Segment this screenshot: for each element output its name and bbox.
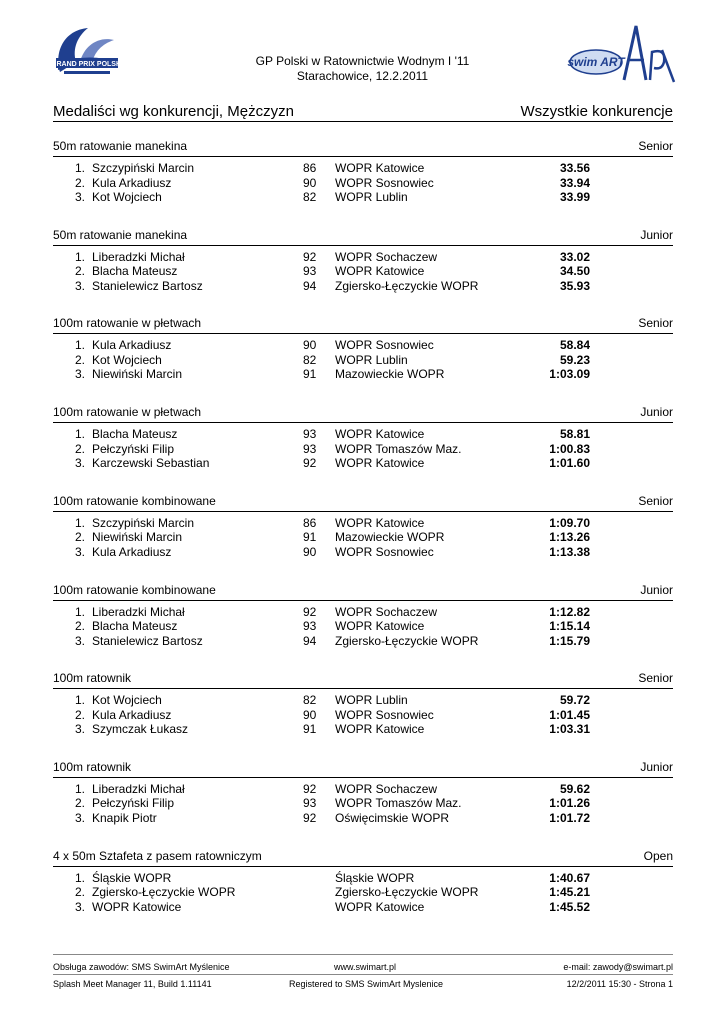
result-year: 94 xyxy=(303,278,317,293)
result-year: 90 xyxy=(303,175,317,190)
page-heading: Medaliści wg konkurencji, Mężczyzn xyxy=(53,103,294,120)
result-club: WOPR Katowice xyxy=(335,161,425,175)
result-club: WOPR Katowice xyxy=(335,722,425,737)
result-rank: 2. xyxy=(74,264,85,279)
result-year: 93 xyxy=(303,619,317,633)
result-time: 1:45.21 xyxy=(549,885,590,900)
result-name: Szczypiński Marcin xyxy=(92,515,195,530)
footer-website: www.swimart.pl xyxy=(334,962,397,972)
result-time: 1:09.70 xyxy=(549,515,590,530)
result-year: 91 xyxy=(303,367,317,382)
result-time: 1:01.26 xyxy=(549,796,590,811)
result-rank: 3. xyxy=(74,899,85,914)
result-time: 1:15.14 xyxy=(549,619,590,633)
result-name: Kula Arkadiusz xyxy=(92,175,172,190)
result-year: 92 xyxy=(303,456,317,471)
result-rank: 1. xyxy=(74,161,85,175)
result-name: Niewiński Marcin xyxy=(92,530,183,545)
event-rule xyxy=(53,866,673,867)
event-name: 100m ratowanie kombinowane xyxy=(53,582,216,597)
result-rank: 3. xyxy=(74,544,85,559)
result-club: WOPR Katowice xyxy=(335,264,425,279)
result-name: Liberadzki Michał xyxy=(92,781,185,796)
result-time: 59.72 xyxy=(559,693,590,708)
result-name: Knapik Piotr xyxy=(92,810,157,825)
result-rank: 3. xyxy=(74,456,85,471)
event-rule xyxy=(53,156,673,157)
result-rank: 2. xyxy=(74,441,85,456)
event-name: 4 x 50m Sztafeta z pasem ratowniczym xyxy=(53,848,262,863)
result-year: 91 xyxy=(303,722,317,737)
result-rank: 3. xyxy=(74,633,85,648)
result-time: 1:15.79 xyxy=(549,633,590,648)
result-year: 91 xyxy=(303,530,317,545)
result-rank: 2. xyxy=(74,619,85,633)
result-club: WOPR Tomaszów Maz. xyxy=(335,441,462,456)
result-club: WOPR Sosnowiec xyxy=(335,175,434,190)
result-time: 1:01.60 xyxy=(549,456,590,471)
swimart-logo xyxy=(566,22,676,88)
result-rank: 3. xyxy=(74,810,85,825)
result-name: Stanielewicz Bartosz xyxy=(92,278,203,293)
event-name: 50m ratowanie manekina xyxy=(53,139,188,153)
result-club: Zgiersko-Łęczyckie WOPR xyxy=(335,885,479,900)
result-name: Liberadzki Michał xyxy=(92,604,185,619)
logo-left-text: GRAND PRIX POLSKI xyxy=(51,61,122,68)
result-name: Kula Arkadiusz xyxy=(92,544,172,559)
result-time: 1:40.67 xyxy=(549,870,590,885)
result-rank: 1. xyxy=(74,693,85,708)
result-year: 93 xyxy=(303,796,317,811)
result-name: Pełczyński Filip xyxy=(92,796,175,811)
result-club: WOPR Katowice xyxy=(335,456,425,471)
result-rank: 2. xyxy=(74,707,85,722)
event-rule xyxy=(53,333,673,334)
result-year: 86 xyxy=(303,515,317,530)
result-club: WOPR Lublin xyxy=(335,352,408,367)
page-right-heading: Wszystkie konkurencje xyxy=(520,103,673,120)
event-category: Junior xyxy=(640,405,673,420)
result-year: 94 xyxy=(303,633,317,648)
event-category: Junior xyxy=(640,227,673,242)
result-name: Blacha Mateusz xyxy=(92,264,178,279)
result-time: 33.99 xyxy=(559,190,590,204)
result-club: WOPR Sochaczew xyxy=(335,781,438,796)
result-name: Karczewski Sebastian xyxy=(92,456,210,471)
footer-software: Splash Meet Manager 11, Build 1.11141 xyxy=(53,979,212,989)
result-time: 59.62 xyxy=(559,781,590,796)
footer-email: e-mail: zawody@swimart.pl xyxy=(563,962,673,972)
event-rule xyxy=(53,511,673,512)
result-time: 33.94 xyxy=(559,175,590,190)
footer-rule-top xyxy=(53,954,673,955)
result-club: WOPR Sochaczew xyxy=(335,604,438,619)
meet-subtitle: Starachowice, 12.2.2011 xyxy=(296,69,429,83)
event-name: 100m ratowanie w płetwach xyxy=(53,405,202,420)
result-club: WOPR Katowice xyxy=(335,515,425,530)
result-name: WOPR Katowice xyxy=(92,899,182,914)
result-time: 33.02 xyxy=(559,249,590,264)
result-time: 1:01.45 xyxy=(549,707,590,722)
result-name: Szczypiński Marcin xyxy=(92,161,195,175)
result-name: Kot Wojciech xyxy=(92,693,162,708)
result-club: WOPR Lublin xyxy=(335,190,408,204)
footer-organizer: Obsługa zawodów: SMS SwimArt Myślenice xyxy=(53,962,230,972)
result-time: 1:12.82 xyxy=(549,604,590,619)
result-name: Liberadzki Michał xyxy=(92,249,185,264)
result-club: WOPR Lublin xyxy=(335,693,408,708)
result-name: Kot Wojciech xyxy=(92,352,162,367)
event-category: Junior xyxy=(640,582,673,597)
result-rank: 3. xyxy=(74,367,85,382)
result-club: Mazowieckie WOPR xyxy=(335,530,445,545)
result-rank: 2. xyxy=(74,175,85,190)
result-year: 90 xyxy=(303,544,317,559)
event-name: 100m ratowanie kombinowane xyxy=(53,493,216,508)
result-rank: 1. xyxy=(74,781,85,796)
event-rule xyxy=(53,688,673,689)
result-club: WOPR Katowice xyxy=(335,427,425,442)
result-year: 82 xyxy=(303,352,317,367)
event-name: 100m ratowanie w płetwach xyxy=(53,316,202,331)
result-club: Mazowieckie WOPR xyxy=(335,367,445,382)
footer-rule-bottom xyxy=(53,974,673,975)
result-name: Pełczyński Filip xyxy=(92,441,175,456)
result-year: 93 xyxy=(303,441,317,456)
result-time: 1:45.52 xyxy=(549,899,590,914)
result-name: Blacha Mateusz xyxy=(92,619,178,633)
footer-registration: Registered to SMS SwimArt Myslenice xyxy=(289,979,444,989)
result-year: 92 xyxy=(303,249,317,264)
result-year: 93 xyxy=(303,427,317,442)
result-name: Niewiński Marcin xyxy=(92,367,183,382)
result-rank: 1. xyxy=(74,515,85,530)
logo-right-text: swim ART xyxy=(567,55,625,69)
footer-timestamp: 12/2/2011 15:30 - Strona 1 xyxy=(566,979,673,989)
result-rank: 2. xyxy=(74,885,85,900)
result-rank: 3. xyxy=(74,722,85,737)
result-club: WOPR Sosnowiec xyxy=(335,544,434,559)
event-category: Senior xyxy=(638,316,673,331)
result-time: 1:03.31 xyxy=(549,722,590,737)
event-rule xyxy=(53,245,673,246)
result-name: Zgiersko-Łęczyckie WOPR xyxy=(92,885,236,900)
result-year: 90 xyxy=(303,707,317,722)
result-time: 1:00.83 xyxy=(549,441,590,456)
result-time: 34.50 xyxy=(559,264,590,279)
event-category: Open xyxy=(643,848,673,863)
event-name: 100m ratownik xyxy=(53,671,132,686)
result-year: 90 xyxy=(303,338,317,353)
event-rule xyxy=(53,422,673,423)
result-year: 86 xyxy=(303,161,317,175)
result-rank: 2. xyxy=(74,352,85,367)
result-time: 58.81 xyxy=(559,427,590,442)
result-club: WOPR Katowice xyxy=(335,899,425,914)
event-category: Senior xyxy=(638,671,673,686)
event-name: 100m ratownik xyxy=(53,759,132,774)
result-time: 58.84 xyxy=(559,338,590,353)
result-rank: 1. xyxy=(74,604,85,619)
result-club: Oświęcimskie WOPR xyxy=(335,810,450,825)
result-year: 92 xyxy=(303,810,317,825)
event-name: 50m ratowanie manekina xyxy=(53,227,188,242)
result-year: 82 xyxy=(303,693,317,708)
result-name: Blacha Mateusz xyxy=(92,427,178,442)
result-name: Kula Arkadiusz xyxy=(92,338,172,353)
result-year: 92 xyxy=(303,781,317,796)
event-rule xyxy=(53,777,673,778)
meet-title: GP Polski w Ratownictwie Wodnym I '11 xyxy=(255,54,470,68)
event-category: Junior xyxy=(640,759,673,774)
result-time: 1:03.09 xyxy=(549,367,590,382)
result-time: 1:13.26 xyxy=(549,530,590,545)
result-rank: 1. xyxy=(74,338,85,353)
result-club: Zgiersko-Łęczyckie WOPR xyxy=(335,633,479,648)
result-rank: 1. xyxy=(74,427,85,442)
event-rule xyxy=(53,600,673,601)
result-year: 93 xyxy=(303,264,317,279)
result-time: 1:13.38 xyxy=(549,544,590,559)
result-year: 82 xyxy=(303,190,317,204)
result-name: Kot Wojciech xyxy=(92,190,162,204)
result-club: WOPR Sosnowiec xyxy=(335,707,434,722)
result-name: Śląskie WOPR xyxy=(92,870,172,885)
result-club: Śląskie WOPR xyxy=(335,870,415,885)
result-club: Zgiersko-Łęczyckie WOPR xyxy=(335,278,479,293)
result-club: WOPR Sochaczew xyxy=(335,249,438,264)
result-rank: 2. xyxy=(74,530,85,545)
event-category: Senior xyxy=(638,493,673,508)
result-name: Stanielewicz Bartosz xyxy=(92,633,203,648)
result-rank: 1. xyxy=(74,249,85,264)
result-name: Szymczak Łukasz xyxy=(92,722,189,737)
result-rank: 2. xyxy=(74,796,85,811)
result-time: 33.56 xyxy=(559,161,590,175)
result-rank: 3. xyxy=(74,278,85,293)
result-rank: 3. xyxy=(74,190,85,204)
result-club: WOPR Sosnowiec xyxy=(335,338,434,353)
result-time: 1:01.72 xyxy=(549,810,590,825)
header-rule xyxy=(53,121,673,122)
result-club: WOPR Tomaszów Maz. xyxy=(335,796,462,811)
result-time: 35.93 xyxy=(559,278,590,293)
result-rank: 1. xyxy=(74,870,85,885)
event-category: Senior xyxy=(638,139,673,153)
result-time: 59.23 xyxy=(559,352,590,367)
result-year: 92 xyxy=(303,604,317,619)
result-club: WOPR Katowice xyxy=(335,619,425,633)
result-name: Kula Arkadiusz xyxy=(92,707,172,722)
